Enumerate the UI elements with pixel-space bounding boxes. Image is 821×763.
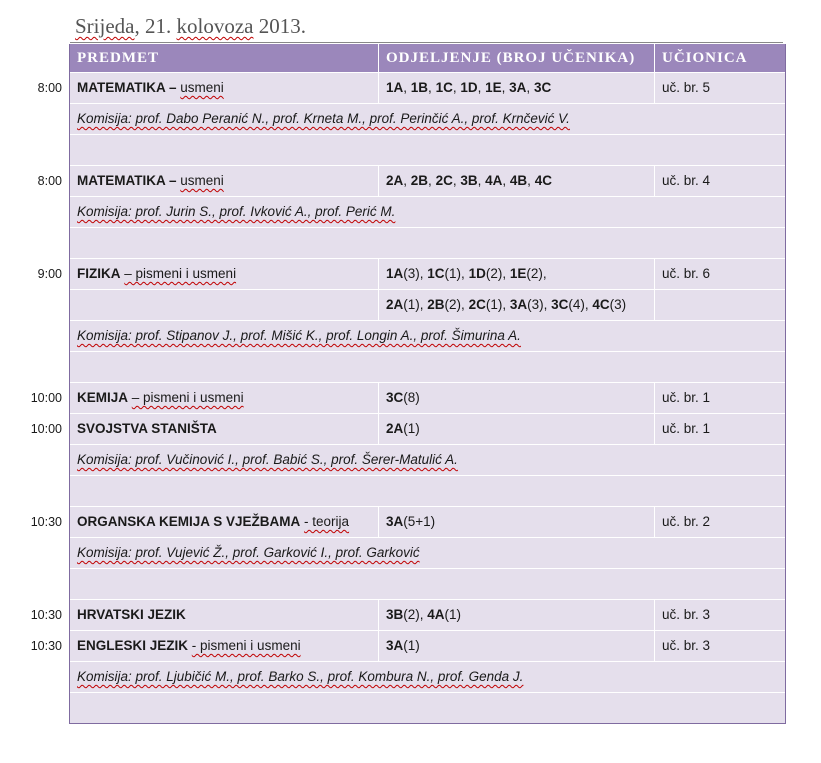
- room-cell: [655, 166, 783, 196]
- spacer-row: [70, 475, 785, 506]
- exam-type: usmeni: [180, 173, 224, 188]
- exam-time: 8:00: [37, 174, 62, 188]
- komisija-text: Komisija: prof. Vujević Ž., prof. Garković I., prof. Garković: [77, 545, 420, 560]
- subject-cell: [70, 507, 379, 537]
- room-cell: [655, 631, 783, 661]
- subject-name: HRVATSKI JEZIK: [77, 607, 186, 622]
- exam-row: [30, 599, 785, 630]
- subject-cell: [70, 600, 379, 630]
- spacer-row: [70, 351, 785, 382]
- exam-row: [37, 258, 785, 289]
- subject-cell: [70, 290, 379, 320]
- exam-row: [70, 289, 785, 320]
- subject-name: MATEMATIKA –: [77, 173, 177, 188]
- room-label: uč. br. 4: [662, 173, 711, 188]
- title-year: 2013.: [253, 14, 306, 38]
- komisija-row: [70, 661, 785, 692]
- subject-name: SVOJSTVA STANIŠTA: [77, 421, 217, 436]
- exam-row: [30, 382, 785, 413]
- komisija-row: [70, 196, 785, 227]
- komisija-text: Komisija: prof. Jurin S., prof. Ivković A., prof. Perić M.: [77, 204, 396, 219]
- komisija-row: [70, 444, 785, 475]
- subject-name: KEMIJA: [77, 390, 129, 405]
- header-predmet: PREDMET: [70, 44, 379, 72]
- exam-row: [37, 72, 785, 103]
- subject-name: FIZIKA: [77, 266, 121, 281]
- room-label: uč. br. 2: [662, 514, 711, 529]
- exam-row: [37, 165, 785, 196]
- spacer-row: [70, 134, 785, 165]
- komisija-text: Komisija: prof. Vučinović I., prof. Babić S., prof. Šerer-Matulić A.: [77, 452, 458, 467]
- room-label: uč. br. 5: [662, 80, 711, 95]
- exam-time: 9:00: [37, 267, 62, 281]
- exam-row: [30, 630, 785, 661]
- classes-cell: 2A, 2B, 2C, 3B, 4A, 4B, 4C: [379, 166, 655, 196]
- subject-cell: [70, 73, 379, 103]
- subject-name: MATEMATIKA –: [77, 80, 177, 95]
- subject-cell: [70, 166, 379, 196]
- room-cell: [655, 73, 783, 103]
- classes-cell: 3A(5+1): [379, 507, 655, 537]
- subject-cell: [70, 259, 379, 289]
- room-cell: [655, 259, 783, 289]
- classes-cell: 1A, 1B, 1C, 1D, 1E, 3A, 3C: [379, 73, 655, 103]
- table-header: [70, 44, 785, 72]
- spacer-row: [70, 568, 785, 599]
- subject-cell: [70, 631, 379, 661]
- exam-row: [30, 506, 785, 537]
- header-ucionica: UČIONICA: [662, 50, 748, 66]
- komisija-text: Komisija: prof. Dabo Peranić N., prof. Krneta M., prof. Perinčić A., prof. Krnčević V.: [77, 111, 570, 126]
- subject-name: ENGLESKI JEZIK: [77, 638, 189, 653]
- classes-cell: 3C(8): [379, 383, 655, 413]
- subject-cell: [70, 383, 379, 413]
- title-rule: [70, 42, 783, 43]
- room-cell: [655, 600, 783, 630]
- komisija-text: Komisija: prof. Ljubičić M., prof. Barko S., prof. Kombura N., prof. Genda J.: [77, 669, 524, 684]
- exam-type: - teorija: [304, 514, 350, 529]
- exam-type: – pismeni i usmeni: [131, 390, 244, 405]
- subject-cell: [70, 414, 379, 444]
- title-month: kolovoza: [176, 14, 254, 38]
- table-body: [30, 72, 785, 723]
- komisija-row: [70, 103, 785, 134]
- exam-type: usmeni: [180, 80, 224, 95]
- classes-cell: 3A(1): [379, 631, 655, 661]
- room-cell: [655, 414, 783, 444]
- exam-type: – pismeni i usmeni: [124, 266, 237, 281]
- room-cell: [655, 383, 783, 413]
- room-label: uč. br. 3: [662, 638, 711, 653]
- classes-cell: 1A(3), 1C(1), 1D(2), 1E(2),: [379, 259, 655, 289]
- page-title: [75, 14, 306, 39]
- exam-type: - pismeni i usmeni: [191, 638, 301, 653]
- room-label: uč. br. 3: [662, 607, 711, 622]
- exam-row: [30, 413, 785, 444]
- exam-time: 10:00: [30, 391, 62, 405]
- exam-schedule-table: [30, 44, 786, 724]
- exam-time: 10:30: [30, 639, 62, 653]
- exam-time: 10:30: [30, 515, 62, 529]
- title-date: , 21.: [134, 14, 177, 38]
- title-day: Srijeda: [75, 14, 135, 38]
- exam-time: 8:00: [37, 81, 62, 95]
- classes-cell: 2A(1), 2B(2), 2C(1), 3A(3), 3C(4), 4C(3): [379, 290, 655, 320]
- komisija-row: [70, 537, 785, 568]
- komisija-text: Komisija: prof. Stipanov J., prof. Mišić K., prof. Longin A., prof. Šimurina A.: [77, 328, 521, 343]
- komisija-row: [70, 320, 785, 351]
- room-label: uč. br. 1: [662, 390, 711, 405]
- room-label: uč. br. 1: [662, 421, 711, 436]
- exam-time: 10:00: [30, 422, 62, 436]
- room-label: uč. br. 6: [662, 266, 711, 281]
- header-odjeljenje: ODJELJENJE (BROJ UČENIKA): [379, 44, 655, 72]
- room-cell: [655, 507, 783, 537]
- classes-cell: 2A(1): [379, 414, 655, 444]
- exam-time: 10:30: [30, 608, 62, 622]
- spacer-row: [70, 227, 785, 258]
- spacer-row: [70, 692, 785, 723]
- classes-cell: 3B(2), 4A(1): [379, 600, 655, 630]
- room-cell: [655, 290, 783, 320]
- subject-name: ORGANSKA KEMIJA S VJEŽBAMA: [77, 514, 301, 529]
